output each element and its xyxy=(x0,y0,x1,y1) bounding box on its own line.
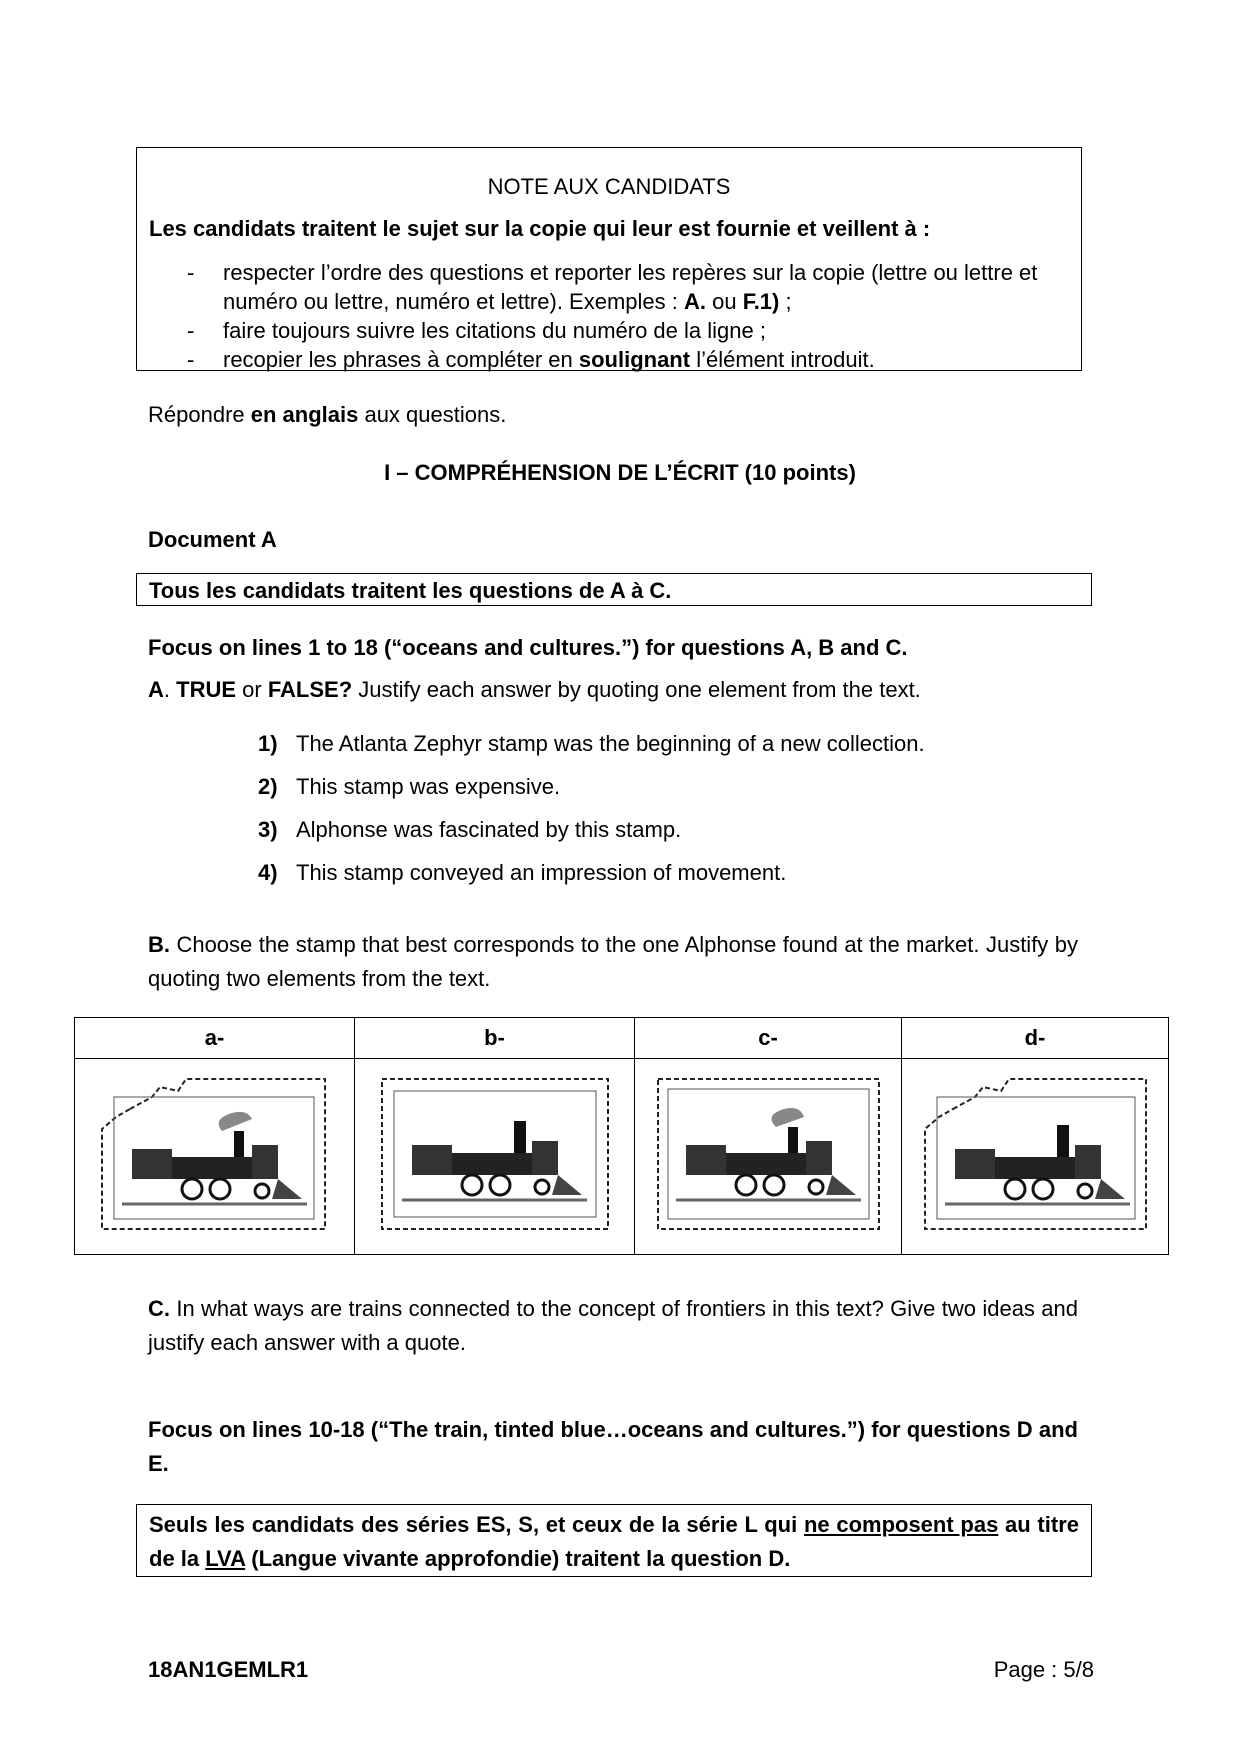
question-a xyxy=(148,677,921,703)
question-a-dot: . xyxy=(163,677,177,702)
series-text-1: Seuls les candidats des séries ES, S, et ceux de la série L qui xyxy=(149,1512,804,1537)
question-a-item xyxy=(258,860,786,886)
instruction xyxy=(148,402,506,428)
stamp-label-c: c- xyxy=(635,1018,902,1059)
footer-page-number: Page : 5/8 xyxy=(993,1657,1094,1682)
question-b-text: Choose the stamp that best corresponds to the one Alphonse found at the market. Justify by quoting two elements from the text. xyxy=(148,932,1078,991)
all-candidates-box xyxy=(136,573,1092,606)
instruction-post: aux questions. xyxy=(358,402,507,427)
question-a-item xyxy=(258,774,560,800)
series-underlined-lva: LVA xyxy=(205,1546,246,1571)
note-item-1-end: ; xyxy=(779,289,792,314)
note-item-2-text: faire toujours suivre les citations du numéro de la ligne ; xyxy=(223,318,766,343)
note-list xyxy=(137,258,1081,374)
item-number: 3) xyxy=(258,817,278,842)
stamp-c-image xyxy=(646,1069,891,1239)
series-underlined-1: ne composent pas xyxy=(803,1512,999,1537)
stamp-d-image xyxy=(913,1069,1158,1239)
series-box xyxy=(136,1504,1092,1577)
question-c-text: In what ways are trains connected to the concept of frontiers in this text? Give two ideas and justify each answer with a quote. xyxy=(148,1296,1078,1355)
question-a-item xyxy=(258,731,925,757)
stamp-cell-d xyxy=(902,1059,1169,1255)
question-b xyxy=(148,928,1078,996)
question-b-letter: B. xyxy=(148,932,170,957)
question-a-or: or xyxy=(236,677,268,702)
note-item-3-post: l’élément introduit. xyxy=(690,347,875,372)
note-title: NOTE AUX CANDIDATS xyxy=(487,174,731,199)
section-title: I – COMPRÉHENSION DE L’ÉCRIT (10 points) xyxy=(384,460,856,485)
stamp-cell-b xyxy=(355,1059,635,1255)
item-text: This stamp was expensive. xyxy=(296,774,561,799)
question-c xyxy=(148,1292,1078,1360)
stamp-label-a: a- xyxy=(75,1018,355,1059)
question-c-letter: C. xyxy=(148,1296,170,1321)
item-number: 1) xyxy=(258,731,278,756)
stamp-a-image xyxy=(90,1069,340,1239)
all-candidates-text: Tous les candidats traitent les questions de A à C. xyxy=(149,578,672,603)
note-item-3-bold: soulignant xyxy=(578,347,691,372)
item-text: This stamp conveyed an impression of movement. xyxy=(296,860,787,885)
question-a-letter: A xyxy=(148,677,164,702)
focus-lines-1-18: Focus on lines 1 to 18 (“oceans and cultures.”) for questions A, B and C. xyxy=(148,635,908,660)
note-box xyxy=(136,147,1082,371)
item-text: Alphonse was fascinated by this stamp. xyxy=(296,817,682,842)
question-a-rest: Justify each answer by quoting one element from the text. xyxy=(352,677,921,702)
focus-lines-10-18: Focus on lines 10-18 (“The train, tinted blue…oceans and cultures.”) for questions D and E. xyxy=(148,1417,1078,1476)
question-a-false: FALSE? xyxy=(267,677,353,702)
bullet-dash: - xyxy=(187,318,195,343)
stamp-cell-a xyxy=(75,1059,355,1255)
item-number: 4) xyxy=(258,860,278,885)
note-item-1-or: ou xyxy=(705,289,743,314)
question-a-true: TRUE xyxy=(176,677,237,702)
instruction-pre: Répondre xyxy=(148,402,251,427)
stamp-cell-c xyxy=(635,1059,902,1255)
stamp-label-d: d- xyxy=(902,1018,1169,1059)
item-text: The Atlanta Zephyr stamp was the beginning of a new collection. xyxy=(296,731,925,756)
question-a-item xyxy=(258,817,681,843)
item-number: 2) xyxy=(258,774,278,799)
note-item-3-pre: recopier les phrases à compléter en xyxy=(223,347,579,372)
series-text-3: (Langue vivante approfondie) traitent la question D. xyxy=(245,1546,791,1571)
note-item-2 xyxy=(137,316,1081,345)
note-item-3 xyxy=(137,345,1081,374)
bullet-dash: - xyxy=(187,260,195,285)
footer-code: 18AN1GEMLR1 xyxy=(148,1657,309,1682)
instruction-bold: en anglais xyxy=(250,402,359,427)
series-text-2: au titre de la xyxy=(149,1512,1079,1571)
stamp-choices-table xyxy=(74,1017,1169,1255)
example-f1: F.1) xyxy=(742,289,780,314)
note-intro: Les candidats traitent le sujet sur la copie qui leur est fournie et veillent à : xyxy=(149,216,931,241)
document-label: Document A xyxy=(148,527,277,552)
stamp-b-image xyxy=(370,1069,620,1239)
note-item-1 xyxy=(137,258,1081,316)
bullet-dash: - xyxy=(187,347,195,372)
example-a: A. xyxy=(683,289,706,314)
stamp-label-b: b- xyxy=(355,1018,635,1059)
note-item-1-text: respecter l’ordre des questions et reporter les repères sur la copie (lettre ou lettre et numéro ou lettre, numéro et lettre). Exemples : xyxy=(223,260,1038,314)
